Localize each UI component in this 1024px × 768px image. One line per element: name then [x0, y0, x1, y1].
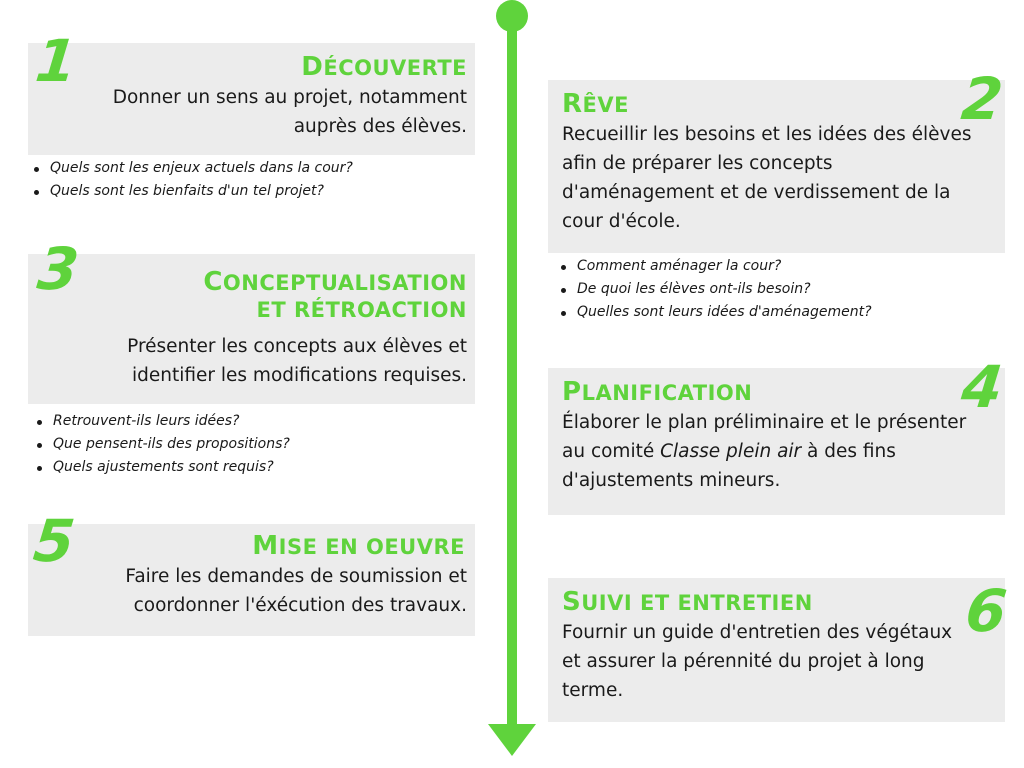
step-4-description: Élaborer le plan préliminaire et le présenter au comité Classe plein air à des fins d'ajustements mineurs. — [562, 411, 967, 491]
step-2-number: 2 — [958, 65, 1006, 133]
list-item: Quels ajustements sont requis? — [31, 456, 290, 479]
step-3-box — [28, 254, 475, 404]
step-4-title: PLANIFICATION — [562, 377, 753, 407]
list-item: Retrouvent-ils leurs idées? — [31, 410, 290, 433]
step-2-title: RÊVE — [562, 89, 629, 119]
step-6-number: 6 — [962, 577, 1010, 645]
timeline-line — [507, 14, 517, 728]
step-6-description: Fournir un guide d'entretien des végétaux et assurer la pérennité du projet à long terme. — [562, 621, 953, 701]
step-3-questions — [31, 410, 290, 479]
step-4-number: 4 — [958, 353, 1006, 421]
step-6-box — [548, 578, 1005, 722]
list-item: Quels sont les bienfaits d'un tel projet? — [28, 180, 353, 203]
step-1-box — [28, 43, 475, 155]
step-1-title: DÉCOUVERTE — [301, 52, 467, 82]
step-5-description: Faire les demandes de soumission et coordonner l'éxécution des travaux. — [125, 565, 467, 616]
step-3-description: Présenter les concepts aux élèves et identifier les modifications requises. — [127, 336, 467, 387]
step-5-box — [28, 524, 475, 636]
step-3-title: CONCEPTUALISATION ET RÉTROACTION — [203, 267, 467, 322]
list-item: Comment aménager la cour? — [555, 255, 872, 278]
arrow-down-icon — [488, 724, 536, 756]
step-2-description: Recueillir les besoins et les idées des élèves afin de préparer les concepts d'aménagement et de verdissement de la cour d'école. — [562, 123, 972, 232]
step-2-box — [548, 80, 1005, 253]
list-item: Que pensent-ils des propositions? — [31, 433, 290, 456]
step-1-number: 1 — [32, 27, 80, 95]
step-2-questions — [555, 255, 872, 324]
step-5-number: 5 — [30, 507, 78, 575]
step-1-description: Donner un sens au projet, notamment auprès des élèves. — [112, 86, 467, 137]
step-4-box — [548, 368, 1005, 515]
list-item: Quelles sont leurs idées d'aménagement? — [555, 301, 872, 324]
step-1-questions — [28, 157, 353, 203]
list-item: Quels sont les enjeux actuels dans la cour? — [28, 157, 353, 180]
step-6-title: SUIVI ET ENTRETIEN — [562, 587, 813, 617]
list-item: De quoi les élèves ont-ils besoin? — [555, 278, 872, 301]
step-3-number: 3 — [34, 235, 82, 303]
circle-icon — [496, 0, 528, 32]
step-5-title: MISE EN OEUVRE — [252, 531, 465, 561]
